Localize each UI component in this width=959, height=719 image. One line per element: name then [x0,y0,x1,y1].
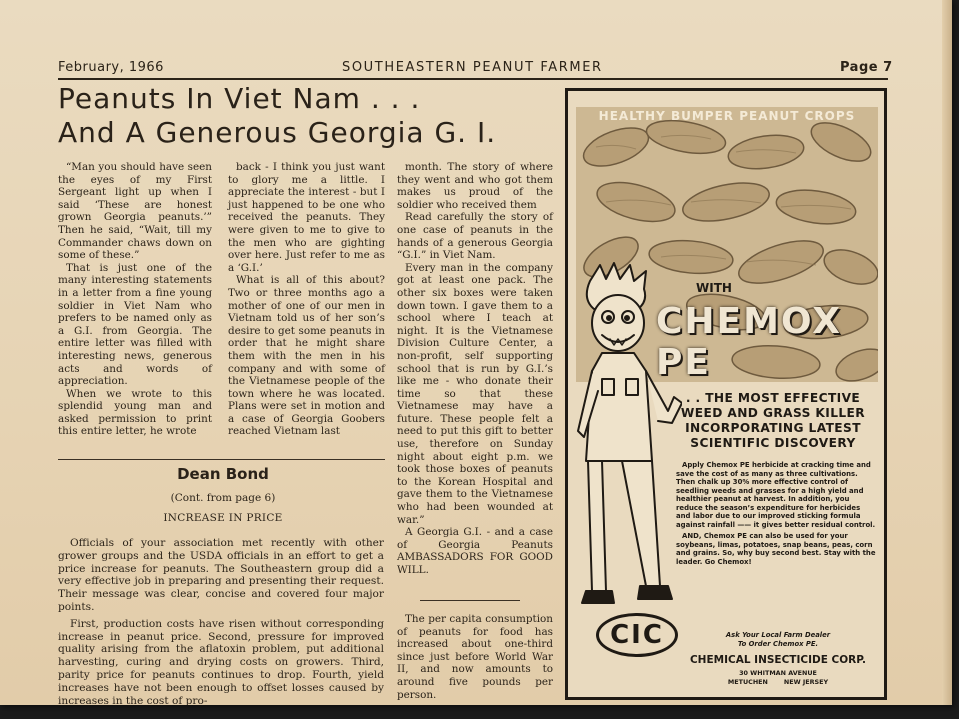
page-number: Page 7 [840,60,893,75]
paragraph: Read carefully the story of one case of peanuts in the hands of a generous Georgia “G.I.” in Viet Nam. [397,211,553,262]
cic-logo: CIC [596,613,678,657]
column-divider [420,600,520,601]
ad-brand-prefix: WITH [696,281,732,295]
ad-brand-name: CHEMOX PE [656,301,843,383]
paper-edge [942,0,952,705]
article-column-3 [397,161,553,577]
article-column-1 [58,161,212,438]
paragraph: First, production costs have risen without corresponding increase in peanut price. Second, pressure for improved quality arising from the aflatoxin problem, put additional harvesting, curing and drying costs on growers. Third, parity price for peanuts continues to drop. Fourth, yield increases have not been enough to offset losses caused by increases in the cost of pro- [58,617,384,705]
section-heading: INCREASE IN PRICE [163,512,283,524]
headline-line-2: And A Generous Georgia G. I. [58,116,497,149]
column-byline: Dean Bond [177,465,269,483]
chemox-advertisement [565,88,887,700]
dealer-note-line: Ask Your Local Farm Dealer [725,631,831,639]
dealer-note-line: To Order Chemox PE. [737,639,819,648]
continuation-note: (Cont. from page 6) [170,492,276,504]
ad-paragraph: AND, Chemox PE can also be used for your soybeans, limas, potatoes, snap beans, peas, corn and grains. So, why buy second best. Stay with the leader. Go Chemox! [676,532,876,566]
section-divider [58,459,385,460]
paragraph: The per capita consumption of peanuts for food has increased about one-third since just before World War II, and now amounts to around five pounds per person. [397,613,553,701]
paragraph: back - I think you just want to glory me a little. I appreciate the interest - but I just happened to be one who received the peanuts. They were given to me to give to the men who are gighting over here. Just refer to me as a ‘G.I.’ [228,161,385,274]
issue-date: February, 1966 [58,60,164,75]
paragraph: Every man in the company got at least one pack. The other six boxes were taken down town. I gave them to a school where I teach at night. It is the Vietnamese Division Culture Center, a non-profit, self supporting school that is run by G.I.’s like me - who donate their time so that these Vietnamese may have a future. These people felt a need to put this gift to better use, therefore on Sunday night about eight p.m. we took those boxes of peanuts to the Korean Hospital and gave them to the Vietnamese who had been wounded at war.” [397,261,553,526]
publication-name: SOUTHEASTERN PEANUT FARMER [342,60,603,75]
headline-line-1: Peanuts In Viet Nam . . . [58,82,421,115]
paragraph: “Man you should have seen the eyes of my First Sergeant light up when I said ‘These are honest grown Georgia peanuts.’” Then he said, “Wait, till my Commander chaws down on some of these.” [58,161,212,262]
paragraph: What is all of this about? Two or three months ago a mother of one of our men in Vietnam told us of her son’s desire to get some peanuts in order that he might share them with the men in his company and with some of the Vietnamese people of the town where he was located. Plans were set in motion and a case of Georgia Goobers reached Vietnam last [228,274,385,438]
company-address [678,669,878,687]
company-name: CHEMICAL INSECTICIDE CORP. [689,654,867,666]
article-column-2 [228,161,385,438]
ad-dealer-note [678,631,878,648]
paragraph: Officials of your association met recently with other grower groups and the USDA officials in an effort to get a price increase for peanuts. The Southeastern group did a very effective job in preparing and presenting their request. Their message was clear, concise and covered four major points. [58,537,384,613]
paragraph: A Georgia G.I. - and a case of Georgia Peanuts AMBASSADORS FOR GOOD WILL. [397,526,553,576]
ad-banner: HEALTHY BUMPER PEANUT CROPS [598,109,856,123]
claim-line: SCIENTIFIC DISCOVERY [690,436,856,450]
claim-line: INCORPORATING LATEST [685,421,861,435]
claim-line: WEED AND GRASS KILLER [680,406,866,420]
street-address: 30 WHITMAN AVENUE [739,669,817,677]
claim-line: . . THE MOST EFFECTIVE [685,391,861,405]
paragraph: month. The story of where they went and who got them makes us proud of the soldier who received them [397,161,553,211]
ad-paragraph: Apply Chemox PE herbicide at cracking time and save the cost of as many as three cultivations. Then chalk up 30% more effective control of seedling weeds and grasses for a high yield and healthier peanut at harvest. In addition, you reduce the season’s expenditure for herbicides and labor due to our improved sticking formula against rainfall —— it gives better residual control. [676,461,876,529]
filler-item [397,613,553,701]
city: METUCHEN [727,678,768,686]
ad-claim [668,391,878,451]
paragraph: That is just one of the many interesting statements in a letter from a fine young soldier in Viet Nam who prefers to be named only as a G.I. from Georgia. The entire letter was filled with interesting news, generous acts and words of appreciation. [58,261,212,388]
cartoon-farmer-illustration [572,261,682,621]
column-body [58,537,384,705]
ad-body-copy [676,461,876,569]
state: NEW JERSEY [783,678,829,686]
masthead-rule [58,78,888,80]
paragraph: When we wrote to this splendid young man and asked permission to print this entire letter, he wrote [58,387,212,438]
article-headline [58,82,558,150]
